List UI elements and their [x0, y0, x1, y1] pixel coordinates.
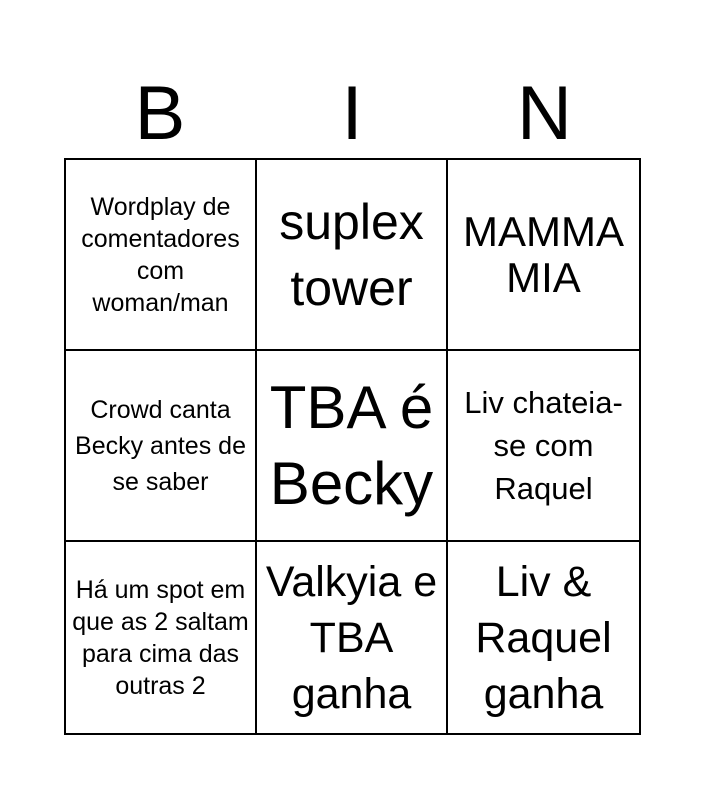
bingo-cell[interactable]: [66, 542, 257, 733]
cell-text: Wordplay de comentadores com woman/man: [81, 192, 240, 317]
bingo-header: [64, 70, 641, 158]
bingo-cell[interactable]: [448, 160, 639, 351]
bingo-cell[interactable]: [66, 351, 257, 542]
header-letter-i: I: [341, 71, 363, 156]
bingo-cell[interactable]: [257, 351, 448, 542]
cell-text: suplex tower: [279, 193, 424, 316]
bingo-cell[interactable]: [448, 351, 639, 542]
cell-text: Crowd canta Becky antes de se saber: [75, 395, 246, 496]
bingo-grid: [64, 158, 641, 735]
cell-text: Liv chateia-se com Raquel: [464, 385, 623, 506]
cell-text: MAMMA MIA: [463, 207, 624, 301]
bingo-cell[interactable]: [257, 542, 448, 733]
cell-text: Liv & Raquel ganha: [475, 557, 612, 718]
bingo-cell[interactable]: [257, 160, 448, 351]
cell-text: TBA é Becky: [269, 373, 434, 517]
header-letter-n: N: [517, 71, 572, 156]
bingo-cell[interactable]: [448, 542, 639, 733]
cell-text: Há um spot em que as 2 saltam para cima das outras 2: [72, 575, 249, 700]
cell-text: Valkyia e TBA ganha: [265, 557, 438, 718]
bingo-cell[interactable]: [66, 160, 257, 351]
header-letter-b: B: [134, 71, 186, 156]
